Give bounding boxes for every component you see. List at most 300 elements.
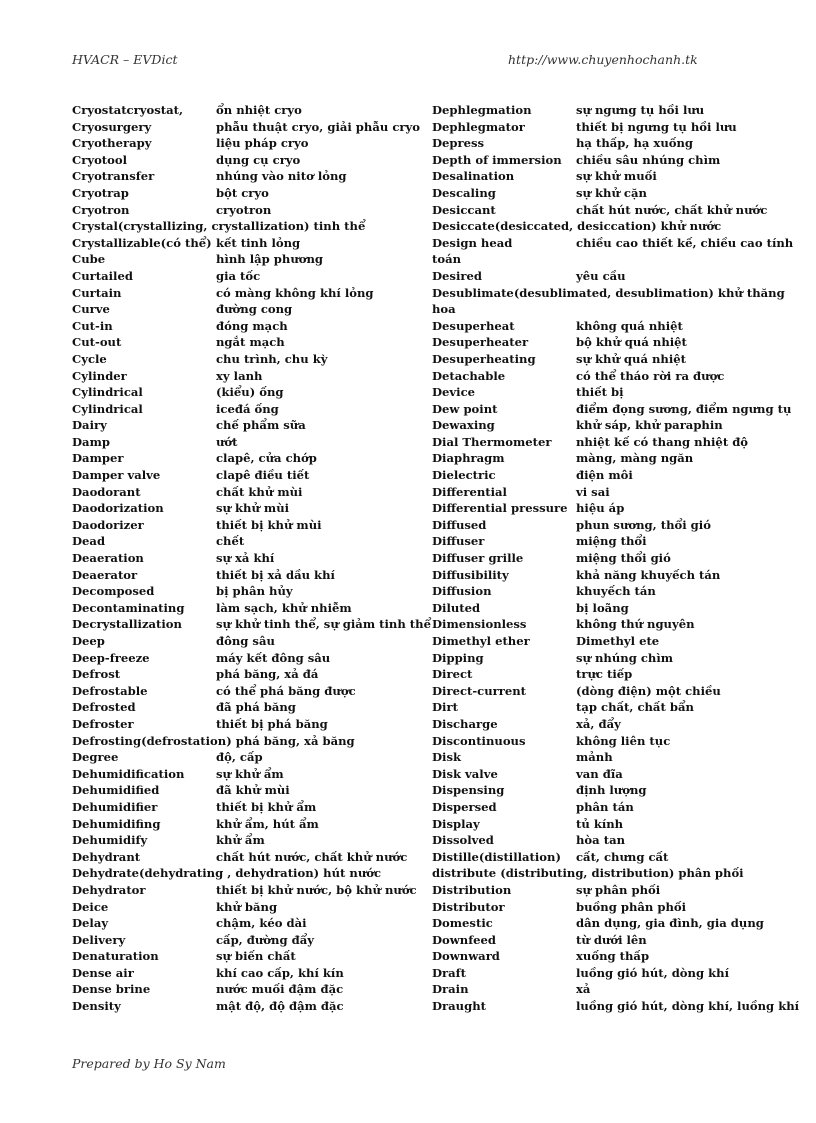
glossary-entry (72, 351, 422, 368)
glossary-definition: điện môi (576, 468, 633, 483)
glossary-term: Differential pressure (432, 501, 568, 516)
glossary-entry (432, 915, 802, 932)
glossary-entry (72, 816, 422, 833)
glossary-definition: cryotron (216, 202, 272, 217)
glossary-entry (432, 849, 802, 866)
glossary-entry (72, 318, 422, 335)
glossary-definition: nước muối đậm đặc (216, 982, 344, 997)
glossary-term: Desiccant (432, 202, 496, 217)
glossary-entry (72, 948, 422, 965)
glossary-term: Drain (432, 982, 469, 997)
glossary-term: Discharge (432, 716, 498, 731)
glossary-term: Dehumidifing (72, 816, 161, 831)
glossary-definition: chậm, kéo dài (216, 916, 307, 931)
glossary-term: Downfeed (432, 932, 497, 947)
glossary-entry (432, 401, 802, 418)
glossary-entry (432, 467, 802, 484)
glossary-entry (72, 932, 422, 949)
glossary-entry (432, 965, 802, 982)
glossary-entry (432, 616, 802, 633)
glossary-definition: từ dưới lên (576, 932, 647, 947)
glossary-term: Cylindrical (72, 401, 143, 416)
glossary-entry (72, 168, 422, 185)
glossary-term: Cryotool (72, 152, 128, 167)
glossary-entry (432, 998, 802, 1015)
glossary-definition: đông sâu (216, 634, 275, 648)
glossary-entry (432, 981, 802, 998)
glossary-entry (72, 368, 422, 385)
glossary-term: Dial Thermometer (432, 434, 552, 449)
glossary-entry (432, 102, 802, 119)
footer-author: Prepared by Ho Sy Nam (72, 1056, 226, 1071)
glossary-term: Deep (72, 634, 105, 648)
glossary-entry (72, 749, 422, 766)
glossary-entry (432, 899, 802, 916)
glossary-term: Cut-in (72, 318, 113, 333)
glossary-term: Damper valve (72, 468, 161, 483)
glossary-term: Discontinuous (432, 733, 526, 748)
glossary-entry (72, 401, 422, 418)
glossary-entry (72, 268, 422, 285)
glossary-entry (72, 467, 422, 484)
glossary-term: Cryotron (72, 202, 130, 217)
glossary-term: Dimethyl ether (432, 634, 530, 648)
glossary-definition: bị phân hủy (216, 584, 293, 599)
glossary-term: Disk (432, 750, 462, 765)
glossary-term: Decomposed (72, 584, 155, 599)
glossary-definition: mật độ, độ đậm đặc (216, 999, 344, 1014)
glossary-term: Draft (432, 965, 467, 980)
glossary-definition: đã khử mùi (216, 783, 290, 798)
glossary-definition: luồng gió hút, dòng khí (576, 965, 729, 980)
glossary-entry (72, 434, 422, 451)
glossary-term: Degree (72, 750, 119, 765)
glossary-entry (72, 965, 422, 982)
glossary-term: Cycle (72, 351, 107, 366)
glossary-entry (432, 500, 802, 517)
glossary-entry (432, 782, 802, 799)
glossary-entry (72, 500, 422, 517)
glossary-definition: buồng phân phối (576, 899, 687, 914)
glossary-definition: phá băng, xả đá (216, 667, 319, 682)
glossary-definition: vi sai (576, 484, 610, 499)
glossary-entry (432, 168, 802, 185)
glossary-definition: máy kết đông sâu (216, 650, 331, 665)
glossary-entry (72, 915, 422, 932)
glossary-entry (432, 351, 802, 368)
glossary-term: Curtailed (72, 268, 133, 283)
right-glossary-column (432, 102, 802, 1015)
glossary-definition: chất hút nước, chất khử nước (216, 849, 408, 864)
glossary-entry (72, 799, 422, 816)
glossary-entry (432, 152, 802, 169)
glossary-definition: không liên tục (576, 733, 671, 748)
glossary-definition: sự khử ẩm (216, 766, 284, 781)
glossary-entry (72, 981, 422, 998)
glossary-entry (432, 550, 802, 567)
glossary-term: Defrost (72, 667, 121, 682)
glossary-term: Cube (72, 252, 106, 267)
glossary-term: Desublimate(desublimated, desublimation) khử thăng (432, 285, 785, 300)
glossary-term: Dense brine (72, 982, 151, 997)
glossary-term: Dense air (72, 965, 134, 980)
glossary-term: Dispersed (432, 799, 497, 814)
glossary-entry (432, 268, 802, 285)
glossary-entry (72, 484, 422, 501)
glossary-entry (72, 301, 422, 318)
glossary-term: Desired (432, 268, 482, 283)
glossary-definition: xả (576, 982, 591, 997)
glossary-entry (72, 832, 422, 849)
glossary-entry (72, 633, 422, 650)
glossary-definition: có màng không khí lỏng (216, 285, 374, 300)
glossary-entry (72, 683, 422, 700)
glossary-definition: nhúng vào nitơ lỏng (216, 169, 347, 184)
glossary-term: Dehydrator (72, 882, 146, 897)
glossary-term: Dehydrate(dehydrating , dehydration) hút nước (72, 866, 382, 881)
glossary-definition: phân tán (576, 799, 634, 814)
glossary-definition: yêu cầu (576, 268, 626, 283)
glossary-entry (432, 517, 802, 534)
glossary-definition: clapê điều tiết (216, 468, 310, 483)
glossary-definition: dân dụng, gia đình, gia dụng (576, 916, 764, 931)
glossary-definition: đóng mạch (216, 318, 288, 333)
glossary-term: Design head (432, 235, 513, 250)
glossary-entry (72, 119, 422, 136)
glossary-term: Deaerator (72, 567, 138, 582)
glossary-entry (72, 417, 422, 434)
glossary-entry (432, 417, 802, 434)
glossary-definition: mảnh (576, 750, 613, 765)
glossary-definition: hiệu áp (576, 501, 625, 516)
glossary-entry (72, 384, 422, 401)
glossary-term: Display (432, 816, 480, 831)
glossary-entry (432, 384, 802, 401)
glossary-entry (72, 450, 422, 467)
glossary-entry (432, 567, 802, 584)
glossary-term: Distributor (432, 899, 505, 914)
glossary-definition: chất khử mùi (216, 484, 303, 499)
glossary-entry (72, 766, 422, 783)
glossary-entry (432, 832, 802, 849)
glossary-definition: có thể phá băng được (216, 683, 356, 698)
glossary-entry (432, 484, 802, 501)
glossary-entry (72, 135, 422, 152)
glossary-term: Cylindrical (72, 385, 143, 400)
glossary-definition: đã phá băng (216, 700, 296, 715)
glossary-term: Desiccate(desiccated, desiccation) khử nước (432, 219, 722, 234)
glossary-definition: khử ẩm, hút ẩm (216, 816, 319, 831)
glossary-term: Daodorizer (72, 517, 144, 532)
glossary-entry (72, 998, 422, 1015)
glossary-term: Dipping (432, 650, 484, 665)
glossary-entry (432, 334, 802, 351)
glossary-definition: dụng cụ cryo (216, 152, 301, 167)
glossary-definition: van đĩa (576, 766, 623, 781)
glossary-entry (72, 699, 422, 716)
glossary-entry (432, 716, 802, 733)
glossary-entry (72, 882, 422, 899)
glossary-entry (72, 285, 422, 302)
glossary-definition: phẫu thuật cryo, giải phẫu cryo (216, 119, 420, 134)
glossary-entry (72, 782, 422, 799)
glossary-definition: miệng thổi gió (576, 551, 671, 566)
glossary-entry (432, 733, 802, 750)
glossary-term: Differential (432, 484, 507, 499)
glossary-term: Device (432, 385, 476, 400)
glossary-term: Disk valve (432, 766, 498, 781)
glossary-definition: không thứ nguyên (576, 617, 695, 632)
glossary-term: Damper (72, 451, 124, 466)
glossary-definition: khử sáp, khử paraphin (576, 418, 723, 433)
glossary-term: Direct (432, 667, 473, 682)
glossary-entry (72, 849, 422, 866)
glossary-term: Dimensionless (432, 617, 527, 632)
glossary-entry (72, 616, 431, 633)
glossary-entry (432, 235, 802, 252)
glossary-definition: thiết bị khử nước, bộ khử nước (216, 882, 417, 897)
glossary-definition: bị loãng (576, 600, 629, 615)
glossary-entry (432, 185, 802, 202)
glossary-definition: ngắt mạch (216, 335, 285, 350)
glossary-entry (432, 368, 802, 385)
glossary-definition: liệu pháp cryo (216, 136, 309, 151)
glossary-definition: thiết bị phá băng (216, 716, 328, 731)
glossary-definition: màng, màng ngăn (576, 451, 694, 466)
glossary-definition: cấp, đường đẩy (216, 932, 314, 947)
glossary-term: Defroster (72, 716, 134, 731)
glossary-entry (72, 716, 422, 733)
glossary-term: Crystal(crystallizing, crystallization) tinh thể (72, 219, 366, 234)
glossary-definition: đường cong (216, 302, 293, 317)
glossary-definition: xả, đẩy (576, 716, 621, 731)
glossary-term: Cryosurgery (72, 119, 152, 134)
glossary-entry (432, 218, 802, 235)
glossary-entry (72, 567, 422, 584)
glossary-definition: định lượng (576, 783, 647, 798)
glossary-definition: thiết bị (576, 385, 624, 400)
glossary-term: Deice (72, 899, 109, 914)
glossary-definition: cất, chưng cất (576, 849, 669, 864)
glossary-definition: ướt (216, 434, 238, 449)
glossary-term: Diluted (432, 600, 481, 615)
glossary-definition: kết tinh lỏng (216, 235, 301, 250)
glossary-definition: tủ kính (576, 816, 624, 831)
glossary-definition: khuyếch tán (576, 584, 656, 599)
glossary-definition: thiết bị khử ẩm (216, 799, 317, 814)
glossary-term: Descaling (432, 185, 496, 200)
glossary-definition: Dimethyl ete (576, 634, 660, 648)
glossary-entry (432, 865, 802, 882)
glossary-term: Delay (72, 916, 109, 931)
glossary-term: Depress (432, 136, 485, 151)
glossary-definition: khử ẩm (216, 833, 265, 848)
glossary-definition: iceđá ống (216, 401, 279, 416)
glossary-term: toán (432, 252, 462, 267)
glossary-term: Deep-freeze (72, 650, 150, 665)
glossary-term: Dew point (432, 401, 498, 416)
glossary-definition: khả năng khuyếch tán (576, 567, 721, 582)
glossary-term: Dehydrant (72, 849, 141, 864)
glossary-definition: gia tốc (216, 268, 261, 283)
glossary-entry (72, 218, 422, 235)
glossary-term: Desalination (432, 169, 515, 184)
glossary-term: Diffusibility (432, 567, 509, 582)
glossary-definition: hòa tan (576, 833, 626, 848)
glossary-definition: (dòng điện) một chiều (576, 683, 721, 698)
glossary-entry (72, 185, 422, 202)
glossary-term: Dissolved (432, 833, 494, 848)
glossary-definition: xy lanh (216, 368, 263, 383)
glossary-definition: sự nhúng chìm (576, 650, 674, 665)
glossary-entry (432, 882, 802, 899)
glossary-entry (432, 285, 802, 302)
glossary-term: Draught (432, 999, 486, 1014)
glossary-term: Dehumidify (72, 833, 148, 848)
glossary-term: Cryotrap (72, 185, 129, 200)
glossary-term: Daodorant (72, 484, 141, 499)
glossary-definition: chết (216, 534, 245, 549)
glossary-term: Direct-current (432, 683, 527, 698)
glossary-entry (72, 235, 422, 252)
glossary-entry (72, 899, 422, 916)
glossary-entry (72, 550, 422, 567)
glossary-term: Dewaxing (432, 418, 495, 433)
glossary-entry (432, 766, 802, 783)
glossary-term: Diffused (432, 517, 487, 532)
glossary-definition: sự biến chất (216, 949, 296, 964)
glossary-entry (432, 450, 802, 467)
glossary-term: Detachable (432, 368, 506, 383)
glossary-definition: chất hút nước, chất khử nước (576, 202, 768, 217)
glossary-term: Desuperheating (432, 351, 536, 366)
glossary-term: Distille(distillation) (432, 849, 561, 864)
glossary-term: distribute (distributing, distribution) phân phối (432, 866, 744, 881)
glossary-definition: miệng thổi (576, 534, 647, 549)
glossary-term: Diffusion (432, 584, 492, 599)
glossary-entry (432, 666, 802, 683)
glossary-definition: thiết bị khử mùi (216, 517, 322, 532)
glossary-term: Damp (72, 434, 110, 449)
glossary-definition: chu trình, chu kỳ (216, 351, 328, 366)
glossary-definition: trực tiếp (576, 667, 633, 682)
glossary-definition: điểm đọng sương, điểm ngưng tụ (576, 401, 792, 416)
glossary-entry (72, 666, 422, 683)
glossary-term: Desuperheater (432, 335, 529, 350)
glossary-entry (432, 251, 802, 268)
glossary-entry (432, 202, 802, 219)
glossary-term: Density (72, 999, 121, 1014)
glossary-entry (72, 650, 422, 667)
glossary-definition: thiết bị xả dầu khí (216, 567, 335, 582)
glossary-definition: hạ thấp, hạ xuống (576, 136, 694, 151)
glossary-term: Dephlegmator (432, 119, 525, 134)
glossary-entry (432, 434, 802, 451)
glossary-definition: bột cryo (216, 185, 269, 200)
glossary-definition: nhiệt kế có thang nhiệt độ (576, 434, 749, 449)
glossary-term: Cryotransfer (72, 169, 155, 184)
glossary-entry (432, 583, 802, 600)
glossary-entry (432, 650, 802, 667)
glossary-definition: luồng gió hút, dòng khí, luồng khí (576, 999, 800, 1014)
glossary-term: Cryotherapy (72, 136, 152, 151)
glossary-term: Depth of immersion (432, 152, 562, 167)
glossary-term: Domestic (432, 916, 493, 931)
glossary-entry (432, 301, 802, 318)
glossary-definition: làm sạch, khử nhiễm (216, 600, 352, 615)
glossary-entry (72, 202, 422, 219)
glossary-term: Deaeration (72, 551, 144, 566)
glossary-term: Dairy (72, 418, 107, 433)
glossary-entry (432, 948, 802, 965)
glossary-term: Dirt (432, 700, 458, 715)
glossary-term: Defrostable (72, 683, 148, 698)
glossary-term: Dead (72, 534, 106, 549)
glossary-term: Diaphragm (432, 451, 505, 466)
glossary-term: Curve (72, 302, 110, 317)
glossary-term: Dehumidified (72, 783, 160, 798)
glossary-definition: bộ khử quá nhiệt (576, 335, 687, 350)
glossary-entry (72, 583, 422, 600)
glossary-entry (72, 251, 422, 268)
glossary-definition: chiều cao thiết kế, chiều cao tính (576, 235, 794, 250)
glossary-definition: thiết bị ngưng tụ hồi lưu (576, 119, 737, 134)
glossary-entry (72, 517, 422, 534)
glossary-entry (432, 119, 802, 136)
glossary-definition: sự khử mùi (216, 501, 290, 516)
glossary-definition: xuống thấp (576, 949, 650, 964)
glossary-definition: sự khử quá nhiệt (576, 351, 686, 366)
glossary-definition: sự khử muối (576, 169, 657, 184)
glossary-definition: (kiểu) ống (216, 385, 284, 400)
glossary-term: Decontaminating (72, 600, 185, 615)
glossary-definition: sự khử tinh thể, sự giảm tinh thể (216, 617, 431, 632)
glossary-definition: có thể tháo rời ra được (576, 368, 725, 383)
glossary-definition: clapê, cửa chớp (216, 451, 317, 466)
glossary-term: Dehumidifier (72, 799, 158, 814)
glossary-term: Cryostatcryostat, (72, 103, 183, 117)
glossary-term: Curtain (72, 285, 122, 300)
header-url: http://www.chuyenhochanh.tk (508, 52, 698, 67)
glossary-definition: sự phân phối (576, 882, 661, 897)
left-glossary-column (72, 102, 431, 1015)
glossary-term: Dephlegmation (432, 103, 532, 117)
glossary-term: Daodorization (72, 501, 164, 516)
glossary-entry (72, 600, 422, 617)
glossary-term: Diffuser (432, 534, 485, 549)
glossary-definition: khử băng (216, 899, 278, 914)
glossary-entry (72, 733, 422, 750)
glossary-term: Distribution (432, 882, 512, 897)
glossary-definition: ổn nhiệt cryo (216, 103, 302, 117)
glossary-entry (432, 318, 802, 335)
glossary-definition: tạp chất, chất bẩn (576, 700, 694, 715)
glossary-entry (432, 932, 802, 949)
glossary-entry (432, 699, 802, 716)
glossary-entry (432, 683, 802, 700)
glossary-entry (72, 102, 422, 119)
glossary-term: hoa (432, 302, 456, 317)
glossary-entry (72, 865, 422, 882)
glossary-term: Cylinder (72, 368, 127, 383)
glossary-entry (432, 633, 802, 650)
glossary-entry (432, 816, 802, 833)
glossary-definition: khí cao cấp, khí kín (216, 965, 344, 980)
glossary-term: Defrosting(defrostation) phá băng, xả băng (72, 733, 355, 748)
glossary-definition: chiều sâu nhúng chìm (576, 152, 721, 167)
glossary-term: Desuperheat (432, 318, 515, 333)
glossary-term: Crystallizable(có thể) (72, 235, 212, 250)
